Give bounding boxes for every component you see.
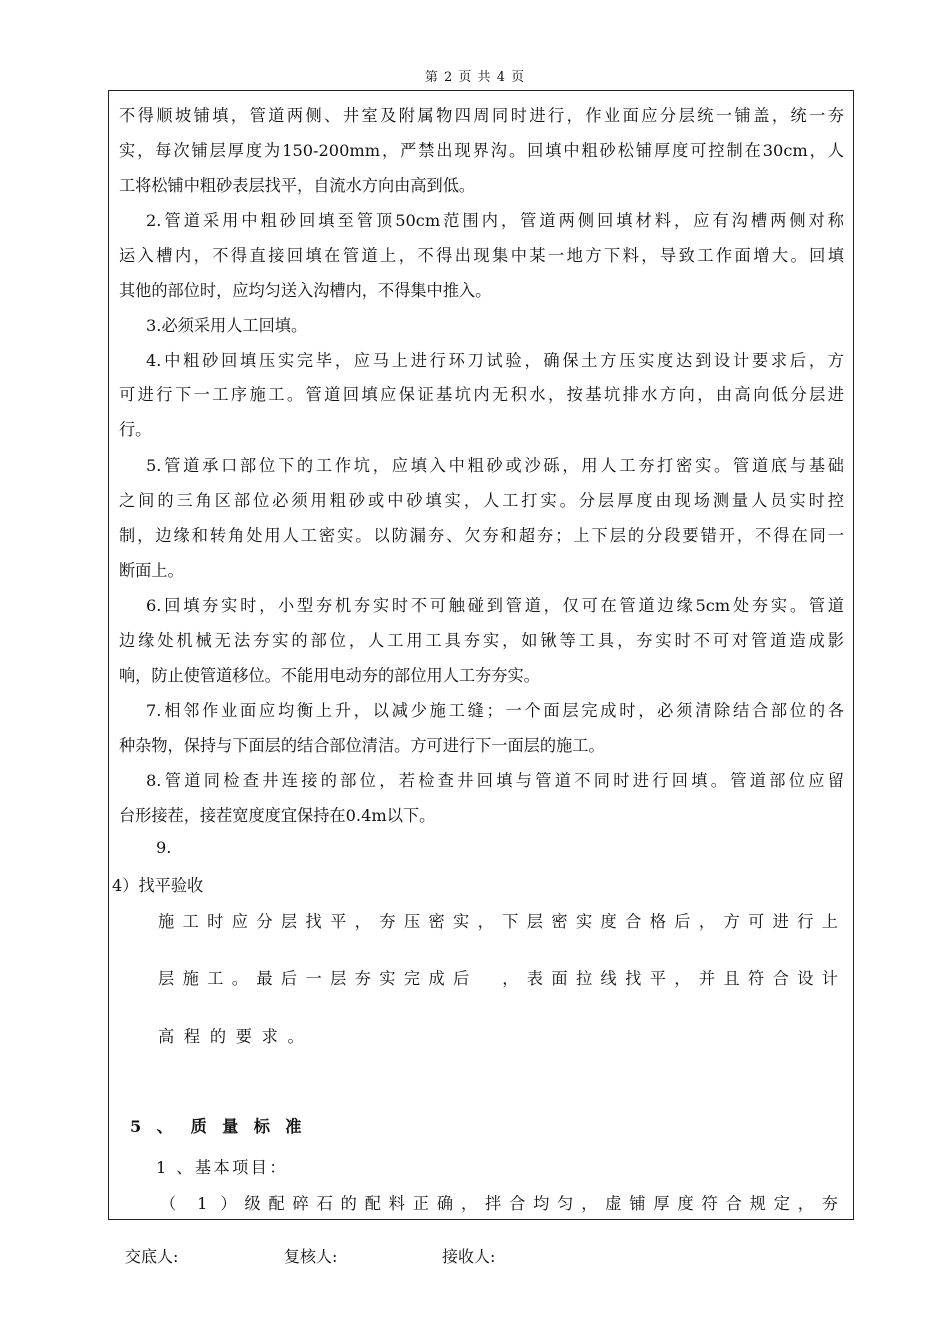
paragraph-line: 运入槽内，不得直接回填在管道上，不得出现集中某一地方下料，导致工作面增大。回填 <box>119 246 844 265</box>
paragraph-line: （ 1 ）级配碎石的配料正确，拌合均匀，虚铺厚度符合规定，夯 <box>160 1194 838 1213</box>
section-title: 5 、 质 量 标 准 <box>130 1117 307 1136</box>
handover-signature-label: 交底人: <box>125 1247 179 1266</box>
paragraph-line: 其他的部位时，应均匀送入沟槽内，不得集中推入。 <box>119 281 492 300</box>
paragraph-line: 7.相邻作业面应均衡上升，以减少施工缝；一个面层完成时，必须清除结合部位的各 <box>146 701 844 720</box>
paragraph-line: 可进行下一工序施工。管道回填应保证基坑内无积水，按基坑排水方向，由高向低分层进 <box>119 385 844 404</box>
paragraph-line: 2.管道采用中粗砂回填至管顶50cm范围内，管道两侧回填材料，应有沟槽两侧对称 <box>146 211 844 230</box>
paragraph-line: 台形接茬，接茬宽度度宜保持在0.4m以下。 <box>119 806 436 825</box>
paragraph-line: 6.回填夯实时，小型夯机夯实时不可触碰到管道，仅可在管道边缘5cm处夯实。管道 <box>146 596 844 615</box>
paragraph-line: 8.管道同检查井连接的部位，若检查井回填与管道不同时进行回填。管道部位应留 <box>146 771 844 790</box>
receiver-signature-label: 接收人: <box>442 1247 496 1266</box>
paragraph-line: 响，防止使管道移位。不能用电动夯的部位用人工夯夯实。 <box>119 666 540 685</box>
paragraph-line: 层施工。最后一层夯实完成后 ，表面拉线找平，并且符合设计 <box>158 969 838 988</box>
paragraph-line: 实，每次铺层厚度为150-200mm，严禁出现界沟。回填中粗砂松铺厚度可控制在30cm，人 <box>119 141 844 160</box>
paragraph-line: 9. <box>156 838 172 857</box>
page-indicator: 第 2 页 共 4 页 <box>424 70 526 85</box>
paragraph-line: 高程的要求。 <box>158 1027 314 1046</box>
paragraph-line: 4.中粗砂回填压实完毕，应马上进行环刀试验，确保土方压实度达到设计要求后，方 <box>146 351 844 370</box>
paragraph-line: 5.管道承口部位下的工作坑，应填入中粗砂或沙砾，用人工夯打密实。管道底与基础 <box>146 456 844 475</box>
paragraph-line: 断面上。 <box>119 561 184 580</box>
paragraph-line: 不得顺坡铺填，管道两侧、井室及附属物四周同时进行，作业面应分层统一铺盖，统一夯 <box>119 106 844 125</box>
paragraph-line: 行。 <box>119 420 152 439</box>
paragraph-line: 3.必须采用人工回填。 <box>146 316 308 335</box>
paragraph-line: 施工时应分层找平，夯压密实，下层密实度合格后，方可进行上 <box>158 912 838 931</box>
paragraph-line: 工将松铺中粗砂表层找平，自流水方向由高到低。 <box>119 176 476 195</box>
subsection-title: 1 、基本项目： <box>156 1158 289 1177</box>
paragraph-line: 边缘处机械无法夯实的部位，人工用工具夯实，如锹等工具，夯实时不可对管道造成影 <box>119 631 844 650</box>
paragraph-line: 制，边缘和转角处用人工密实。以防漏夯、欠夯和超夯；上下层的分段要错开，不得在同一 <box>119 526 844 545</box>
paragraph-line: 之间的三角区部位必须用粗砂或中砂填实，人工打实。分层厚度由现场测量人员实时控 <box>119 491 844 510</box>
paragraph-line: 种杂物，保持与下面层的结合部位清洁。方可进行下一面层的施工。 <box>119 736 605 755</box>
section-heading: 4）找平验收 <box>112 876 204 895</box>
reviewer-signature-label: 复核人: <box>284 1247 338 1266</box>
